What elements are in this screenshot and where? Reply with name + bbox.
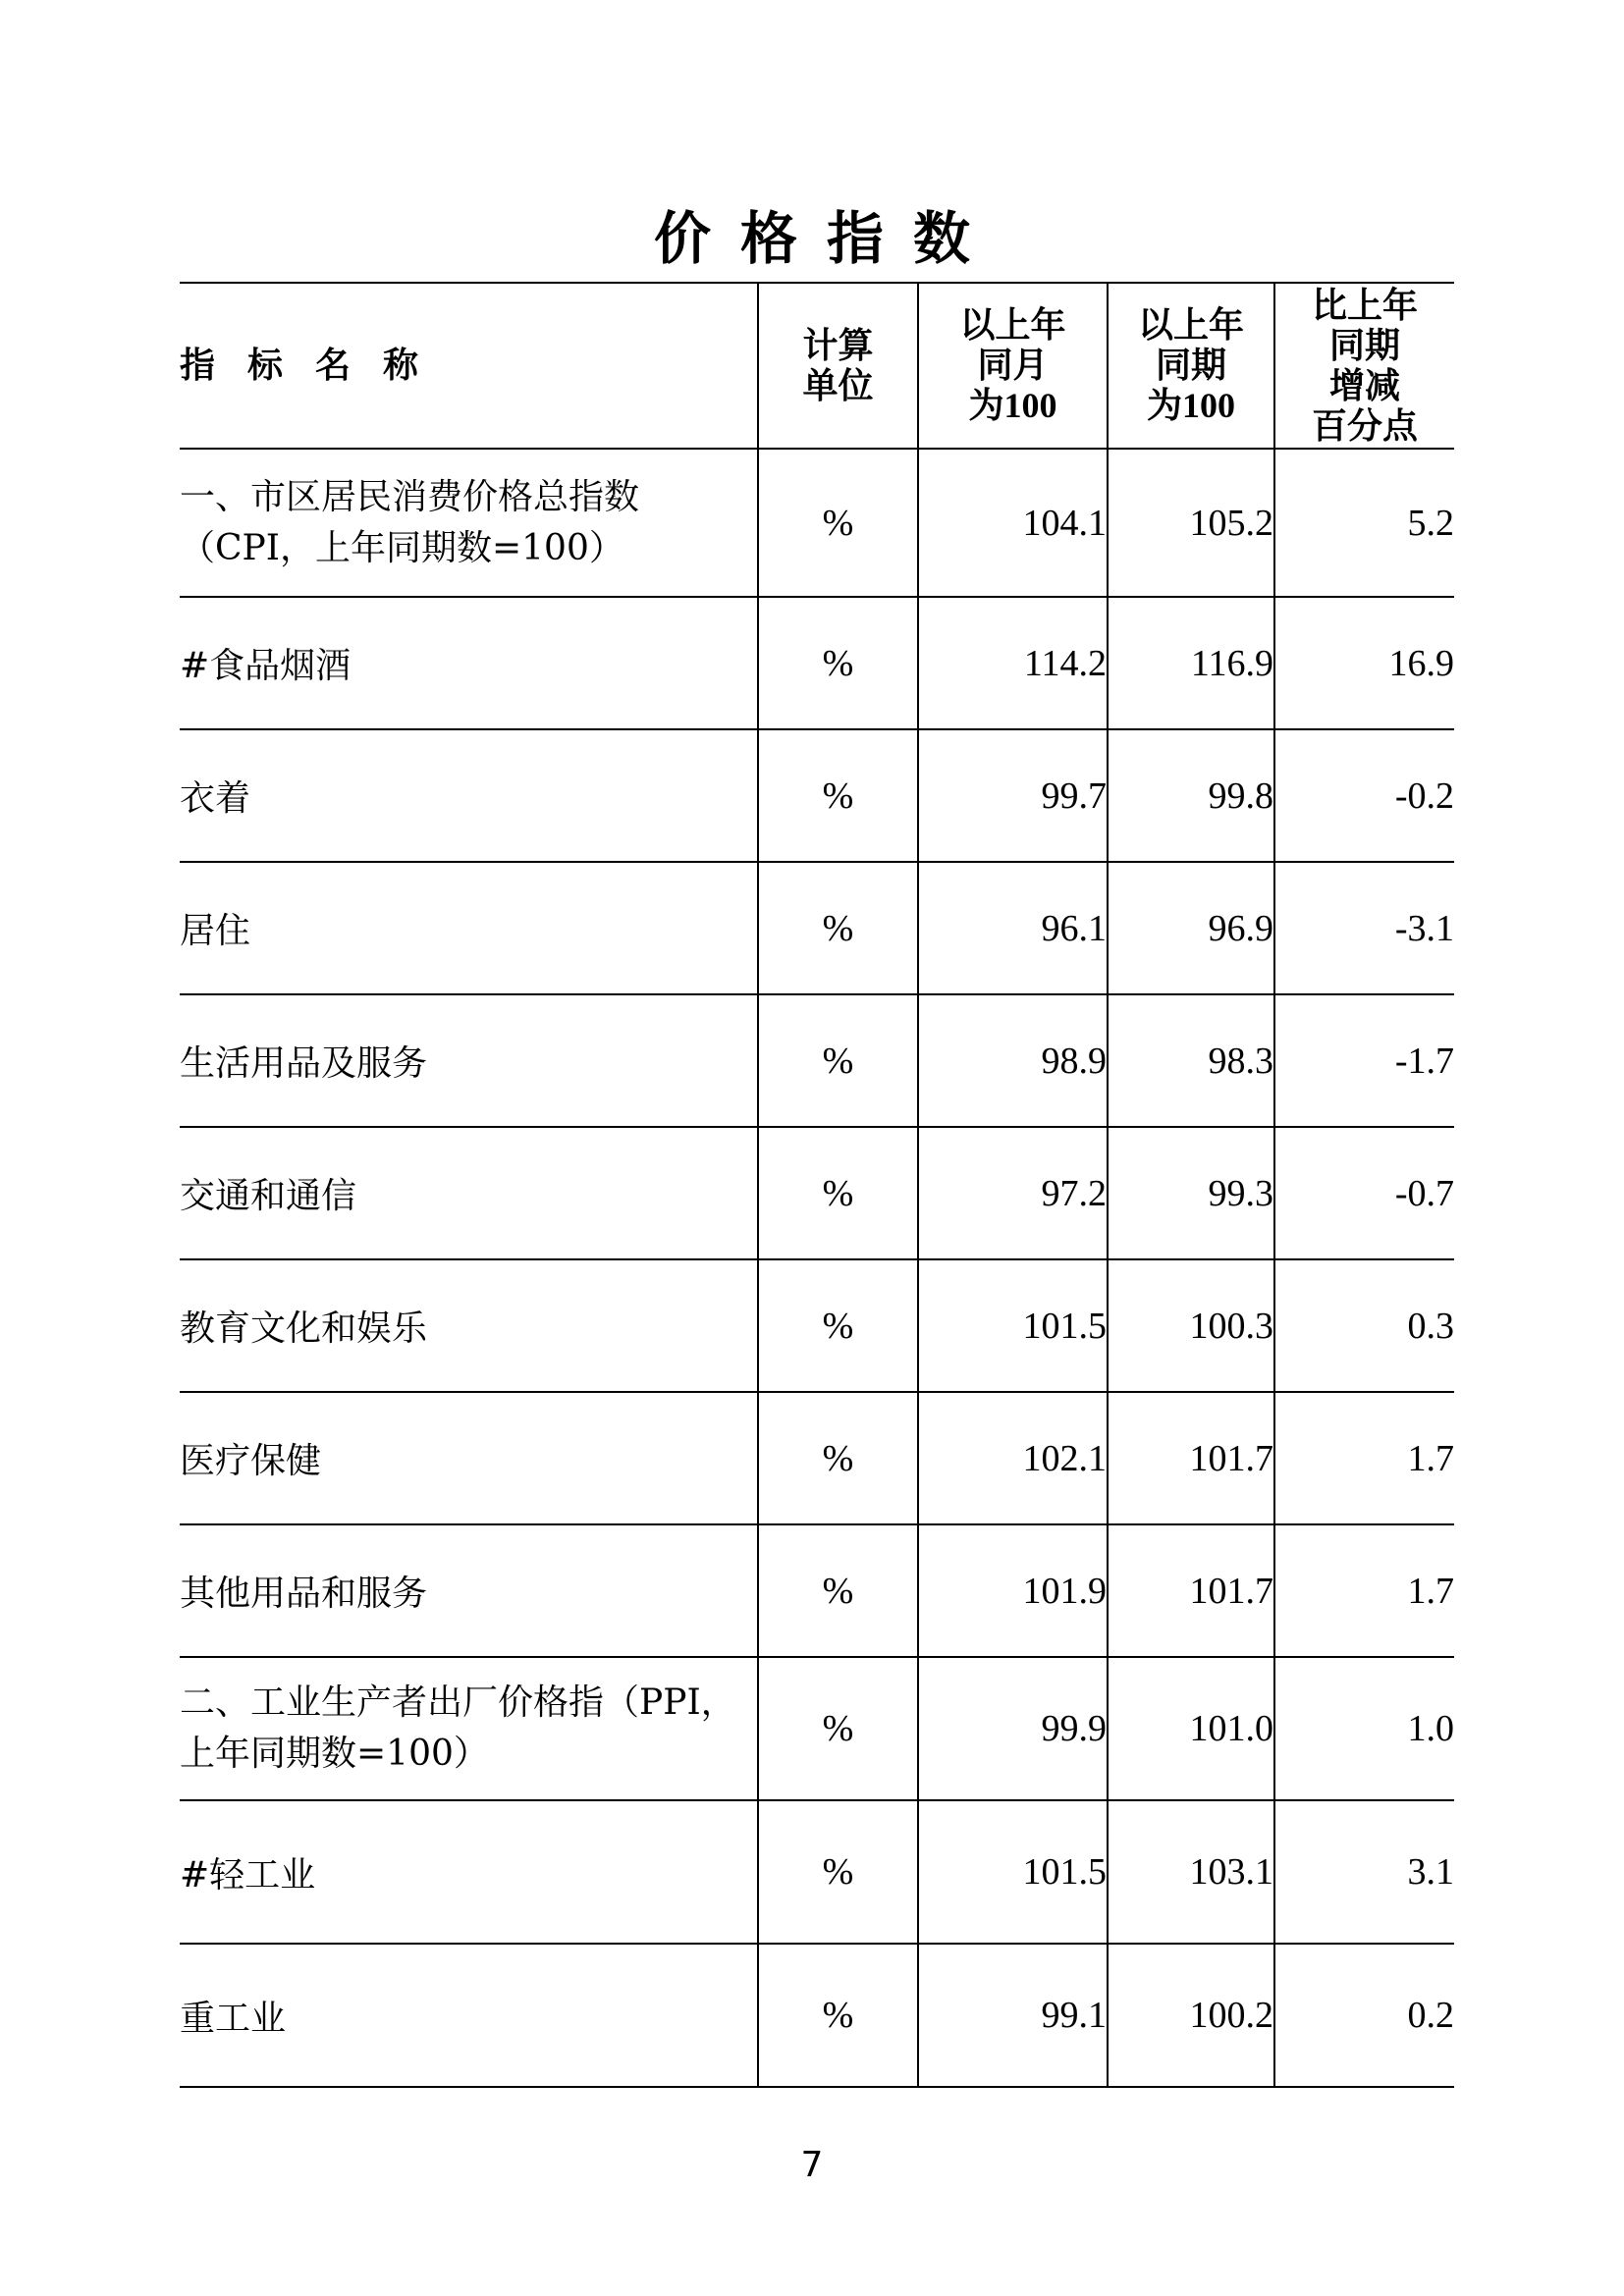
row-unit: % xyxy=(758,597,918,729)
header-unit-line: 单位 xyxy=(802,365,874,406)
row-same-month: 104.1 xyxy=(918,449,1108,597)
row-same-period: 100.2 xyxy=(1108,1944,1274,2087)
row-name-line: 二、工业生产者出厂价格指（PPI， xyxy=(180,1682,736,1723)
table-row xyxy=(180,1800,1454,1944)
row-name-line: 上年同期数=100） xyxy=(180,1734,489,1774)
header-change-line: 比上年 xyxy=(1311,285,1418,326)
row-change: 3.1 xyxy=(1274,1800,1454,1944)
row-name-line: 一、市区居民消费价格总指数 xyxy=(180,476,640,517)
header-same-month xyxy=(918,283,1108,449)
table-row xyxy=(180,1524,1454,1657)
row-same-month: 99.1 xyxy=(918,1944,1108,2087)
row-same-period: 98.3 xyxy=(1108,994,1274,1127)
row-same-month: 101.5 xyxy=(918,1259,1108,1392)
row-name: #食品烟酒 xyxy=(180,597,758,729)
row-name: 重工业 xyxy=(180,1944,758,2087)
table-row xyxy=(180,1944,1454,2087)
row-unit: % xyxy=(758,1800,918,1944)
row-name xyxy=(180,1657,758,1800)
row-same-month: 99.9 xyxy=(918,1657,1108,1800)
row-change: -0.2 xyxy=(1274,729,1454,862)
row-change: -0.7 xyxy=(1274,1127,1454,1259)
table-row xyxy=(180,862,1454,994)
row-same-month: 102.1 xyxy=(918,1392,1108,1524)
table-row xyxy=(180,1657,1454,1800)
row-same-period: 101.0 xyxy=(1108,1657,1274,1800)
row-change: 5.2 xyxy=(1274,449,1454,597)
row-same-month: 99.7 xyxy=(918,729,1108,862)
header-same-period-line: 同期 xyxy=(1155,346,1226,386)
header-same-month-line xyxy=(919,386,1107,426)
row-name: 教育文化和娱乐 xyxy=(180,1259,758,1392)
table-row xyxy=(180,1127,1454,1259)
table-row xyxy=(180,1259,1454,1392)
row-same-month: 96.1 xyxy=(918,862,1108,994)
row-unit: % xyxy=(758,862,918,994)
header-change-line: 百分点 xyxy=(1311,405,1418,447)
row-unit: % xyxy=(758,1524,918,1657)
row-name: 居住 xyxy=(180,862,758,994)
row-unit: % xyxy=(758,1259,918,1392)
row-change: 1.0 xyxy=(1274,1657,1454,1800)
row-same-period: 96.9 xyxy=(1108,862,1274,994)
header-same-period-word: 为 xyxy=(1146,386,1182,426)
row-same-period: 99.8 xyxy=(1108,729,1274,862)
row-name: 生活用品及服务 xyxy=(180,994,758,1127)
row-same-month: 97.2 xyxy=(918,1127,1108,1259)
row-name: 衣着 xyxy=(180,729,758,862)
header-same-period xyxy=(1108,283,1274,449)
row-same-month: 114.2 xyxy=(918,597,1108,729)
row-name xyxy=(180,449,758,597)
row-same-month: 101.9 xyxy=(918,1524,1108,1657)
header-indicator-name: 指标名称 xyxy=(180,283,758,449)
table-row xyxy=(180,729,1454,862)
table-row xyxy=(180,449,1454,597)
header-same-month-line: 同月 xyxy=(977,346,1049,386)
row-name: 医疗保健 xyxy=(180,1392,758,1524)
row-same-period: 101.7 xyxy=(1108,1392,1274,1524)
row-same-period: 116.9 xyxy=(1108,597,1274,729)
row-change: 0.2 xyxy=(1274,1944,1454,2087)
row-name: 交通和通信 xyxy=(180,1127,758,1259)
row-name: #轻工业 xyxy=(180,1800,758,1944)
row-name-line: （CPI，上年同期数=100） xyxy=(180,527,624,568)
header-same-month-line: 以上年 xyxy=(959,305,1066,346)
row-change: -3.1 xyxy=(1274,862,1454,994)
table-row xyxy=(180,597,1454,729)
row-change: 1.7 xyxy=(1274,1524,1454,1657)
row-unit: % xyxy=(758,1392,918,1524)
header-same-month-word: 为 xyxy=(968,386,1004,426)
row-same-period: 101.7 xyxy=(1108,1524,1274,1657)
row-change: -1.7 xyxy=(1274,994,1454,1127)
row-name: 其他用品和服务 xyxy=(180,1524,758,1657)
price-index-table xyxy=(180,282,1454,2088)
row-unit: % xyxy=(758,1944,918,2087)
row-same-period: 105.2 xyxy=(1108,449,1274,597)
row-same-period: 99.3 xyxy=(1108,1127,1274,1259)
table-row xyxy=(180,1392,1454,1524)
row-unit: % xyxy=(758,449,918,597)
page-title: 价格指数 xyxy=(653,205,1000,272)
row-unit: % xyxy=(758,1657,918,1800)
row-change: 16.9 xyxy=(1274,597,1454,729)
row-change: 0.3 xyxy=(1274,1259,1454,1392)
page-number: 7 xyxy=(800,2145,824,2185)
row-unit: % xyxy=(758,729,918,862)
header-change-line: 同期 xyxy=(1328,325,1400,366)
header-same-period-base: 100 xyxy=(1182,386,1235,425)
row-unit: % xyxy=(758,994,918,1127)
row-unit: % xyxy=(758,1127,918,1259)
header-same-month-base: 100 xyxy=(1003,386,1057,425)
header-same-period-line xyxy=(1109,386,1273,426)
header-same-period-line: 以上年 xyxy=(1137,305,1244,346)
row-change: 1.7 xyxy=(1274,1392,1454,1524)
header-change xyxy=(1274,283,1454,449)
row-same-month: 98.9 xyxy=(918,994,1108,1127)
row-same-period: 100.3 xyxy=(1108,1259,1274,1392)
row-same-month: 101.5 xyxy=(918,1800,1108,1944)
header-unit xyxy=(758,283,918,449)
row-same-period: 103.1 xyxy=(1108,1800,1274,1944)
header-unit-line: 计算 xyxy=(802,325,874,366)
table-header-row xyxy=(180,283,1454,449)
header-change-line: 增减 xyxy=(1328,365,1400,406)
table-row xyxy=(180,994,1454,1127)
